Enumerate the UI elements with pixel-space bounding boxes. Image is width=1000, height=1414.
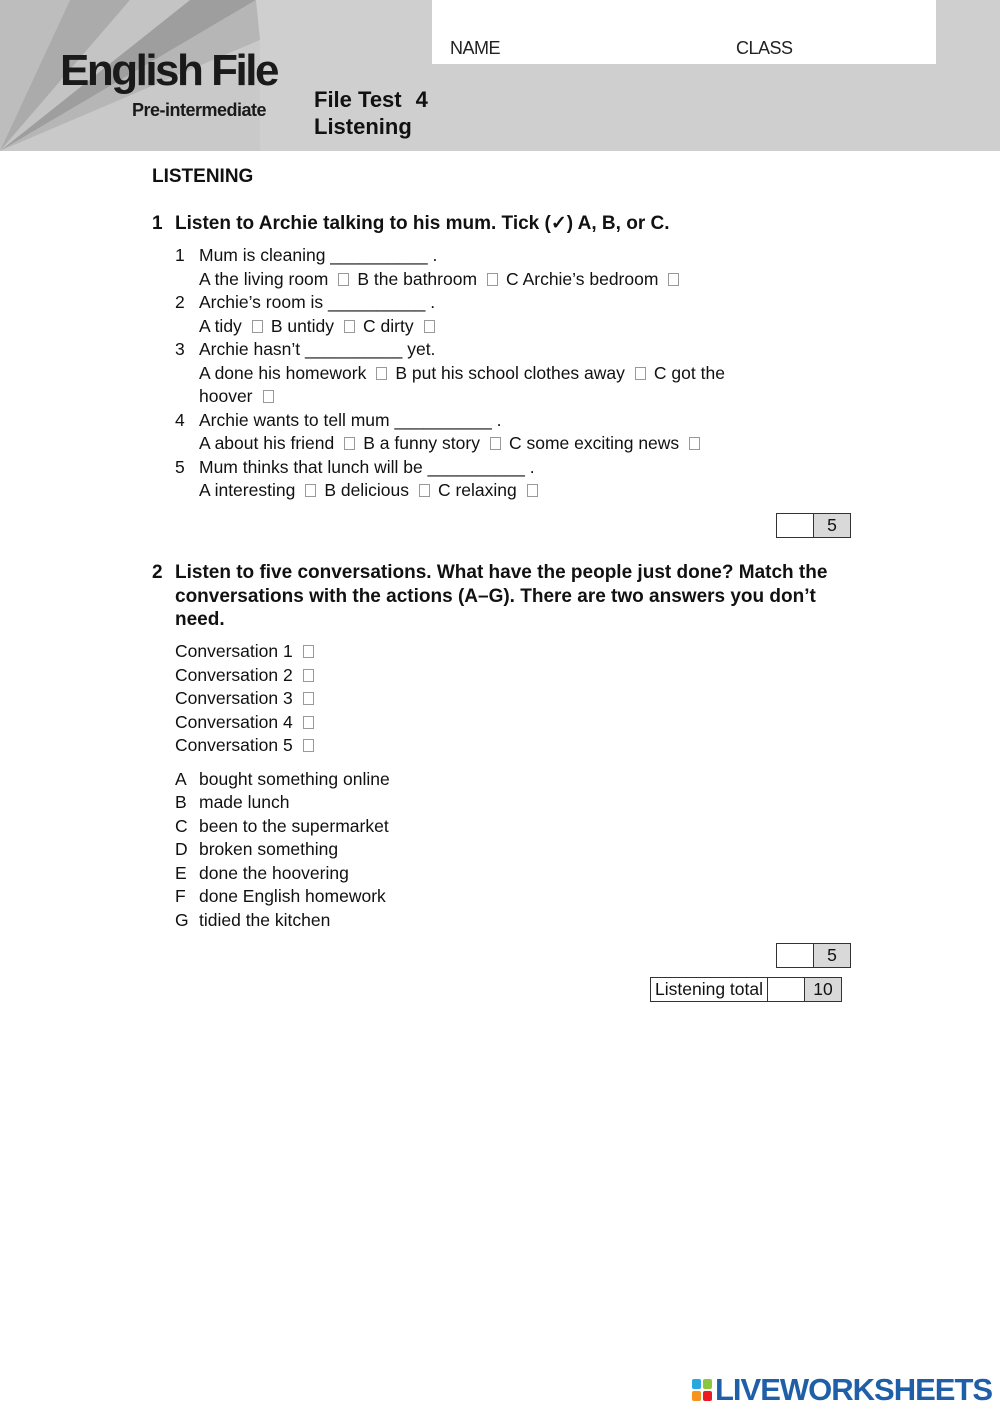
total-max: 10: [805, 978, 841, 1001]
action-item: A bought something online: [175, 769, 390, 789]
question-instruction: Listen to five conversations. What have the people just done? Match the conversations with the actions (A–G). There are two answers you don’t need.: [175, 562, 828, 630]
logo-title: English File: [60, 46, 277, 95]
answer-box[interactable]: [303, 739, 314, 752]
test-title-block: [314, 86, 428, 140]
q1-item-5-stem: 5 Mum thinks that lunch will be __________ .: [175, 457, 535, 477]
action-item: G tidied the kitchen: [175, 910, 331, 930]
question-instruction: Listen to Archie talking to his mum. Tick (✓) A, B, or C.: [175, 213, 670, 234]
tick-box[interactable]: [635, 367, 646, 380]
question-2-heading: [152, 561, 852, 632]
q1-score-box: [776, 513, 851, 538]
brand-name: LIVEWORKSHEETS: [715, 1372, 993, 1407]
action-item: F done English homework: [175, 886, 386, 906]
question-number: 1: [152, 213, 163, 234]
action-item: D broken something: [175, 839, 339, 859]
score-max: 5: [814, 944, 850, 967]
q2-score-box: [776, 943, 851, 968]
class-label: CLASS: [736, 38, 793, 58]
tick-box[interactable]: [252, 320, 263, 333]
test-number: 4: [415, 87, 428, 112]
q1-item-1-options: A the living room B the bathroom C Archie’s bedroom: [199, 268, 687, 292]
q1-item-4-options: A about his friend B a funny story C some exciting news: [199, 432, 708, 456]
action-item: B made lunch: [175, 792, 290, 812]
action-item: E done the hoovering: [175, 863, 349, 883]
q1-item-2-stem: 2 Archie’s room is __________ .: [175, 292, 436, 312]
liveworksheets-logo: [692, 1374, 992, 1406]
test-title: File Test: [314, 87, 402, 112]
total-score-input[interactable]: [768, 978, 805, 1001]
score-max: 5: [814, 514, 850, 537]
name-label: NAME: [450, 38, 501, 58]
tick-box[interactable]: [305, 484, 316, 497]
section-title: LISTENING: [152, 166, 254, 187]
tick-box[interactable]: [344, 437, 355, 450]
q1-item-5-options: A interesting B delicious C relaxing: [199, 479, 546, 503]
conversation-5: Conversation 5: [175, 734, 322, 758]
tick-box[interactable]: [344, 320, 355, 333]
logo-subtitle: Pre-intermediate: [132, 100, 267, 120]
answer-box[interactable]: [303, 669, 314, 682]
conversation-2: Conversation 2: [175, 664, 322, 688]
answer-box[interactable]: [303, 716, 314, 729]
tick-box[interactable]: [376, 367, 387, 380]
tick-box[interactable]: [338, 273, 349, 286]
liveworksheets-icon: [692, 1379, 712, 1401]
tick-box[interactable]: [490, 437, 501, 450]
tick-box[interactable]: [689, 437, 700, 450]
q1-item-3-options: A done his homework B put his school clothes away C got the: [199, 363, 725, 383]
q1-item-3-stem: 3 Archie hasn’t __________ yet.: [175, 339, 436, 359]
tick-box[interactable]: [419, 484, 430, 497]
score-input[interactable]: [777, 514, 814, 537]
conversation-4: Conversation 4: [175, 711, 322, 735]
listening-total-box: [650, 977, 842, 1002]
tick-box[interactable]: [424, 320, 435, 333]
answer-box[interactable]: [303, 645, 314, 658]
q1-item-1-stem: 1 Mum is cleaning __________ .: [175, 245, 438, 265]
question-number: 2: [152, 562, 163, 583]
tick-box[interactable]: [527, 484, 538, 497]
tick-box[interactable]: [487, 273, 498, 286]
tick-box[interactable]: [668, 273, 679, 286]
q1-item-2-options: A tidy B untidy C dirty: [199, 315, 443, 339]
answer-box[interactable]: [303, 692, 314, 705]
score-input[interactable]: [777, 944, 814, 967]
q1-item-4-stem: 4 Archie wants to tell mum __________ .: [175, 410, 502, 430]
tick-box[interactable]: [263, 390, 274, 403]
conversation-3: Conversation 3: [175, 687, 322, 711]
action-item: C been to the supermarket: [175, 816, 389, 836]
question-1-heading: [152, 212, 852, 236]
q1-item-3-continuation: hoover: [199, 385, 282, 409]
conversation-1: Conversation 1: [175, 640, 322, 664]
page-header: [0, 0, 1000, 151]
test-subtitle: Listening: [314, 114, 412, 139]
name-class-box: [432, 0, 936, 64]
listening-total-label: Listening total: [651, 978, 768, 1001]
